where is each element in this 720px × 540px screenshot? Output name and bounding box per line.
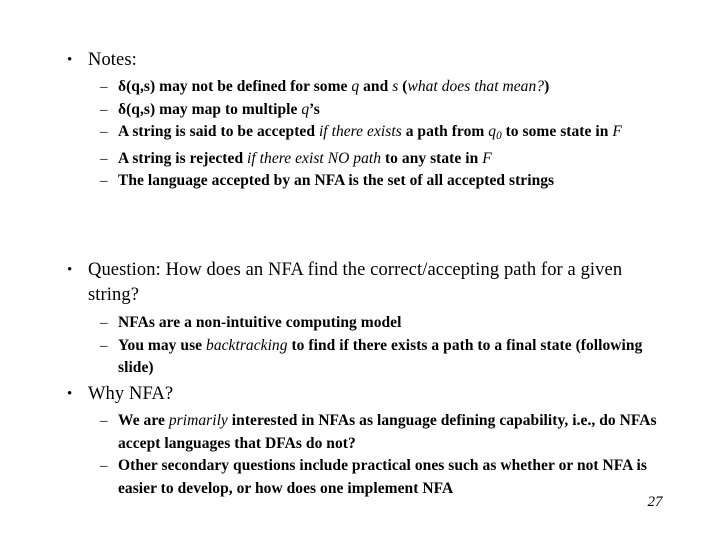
list-item-language-accepted [55,170,680,193]
why-nfa-section [55,382,655,407]
dash-bullet-icon: – [100,79,108,95]
notes-sub-list [55,76,680,193]
notes-heading-text: Notes: [88,50,137,70]
list-item-text: A string is rejected if there exist NO path to any state in F [118,149,492,167]
list-item-delta-multiple [55,99,680,122]
dash-bullet-icon: – [100,315,108,331]
list-item-text: Other secondary questions include practical ones such as whether or not NFA is easier to develop, or how does one implement NFA [118,457,647,497]
page-number: 27 [647,494,663,510]
list-item-text: You may use backtracking to find if there exists a path to a final state (following slide) [118,336,643,376]
question-sub-list [55,312,655,380]
list-item-text: The language accepted by an NFA is the set of all accepted strings [118,172,555,190]
list-item-string-accepted [55,121,680,148]
bullet-dot-icon: • [67,386,73,402]
list-item-secondary-questions [55,455,670,500]
list-item-non-intuitive [55,312,655,335]
list-item-text: δ(q,s) may map to multiple q’s [118,100,320,118]
list-item-text: δ(q,s) may not be defined for some q and s (what does that mean?) [118,78,550,95]
bullet-why-nfa-heading [55,382,655,407]
why-nfa-sub-list [55,410,670,500]
dash-bullet-icon: – [100,101,108,118]
bullet-dot-icon: • [67,262,73,278]
why-nfa-heading-text: Why NFA? [88,384,174,404]
list-item-backtracking [55,335,655,380]
bullet-question-heading [55,258,655,308]
question-heading-text: Question: How does an NFA find the correct/accepting path for a given string? [88,260,623,305]
list-item-delta-undefined [55,76,680,99]
bullet-dot-icon: • [67,52,73,68]
dash-bullet-icon: – [100,458,108,474]
bullet-notes-heading [55,48,680,73]
dash-bullet-icon: – [100,337,108,354]
dash-bullet-icon: – [100,173,108,190]
dash-bullet-icon: – [100,150,108,167]
list-item-text: NFAs are a non-intuitive computing model [118,314,402,331]
list-item-language-defining [55,410,670,455]
list-item-text: We are primarily interested in NFAs as language defining capability, i.e., do NFAs accept languages that DFAs do not? [118,412,657,452]
notes-section [55,48,680,193]
question-section [55,258,655,308]
list-item-text: A string is said to be accepted if there exists a path from $q_0$ to some state in F [118,123,622,143]
dash-bullet-icon: – [100,124,108,140]
list-item-string-rejected [55,148,680,171]
dash-bullet-icon: – [100,413,108,429]
